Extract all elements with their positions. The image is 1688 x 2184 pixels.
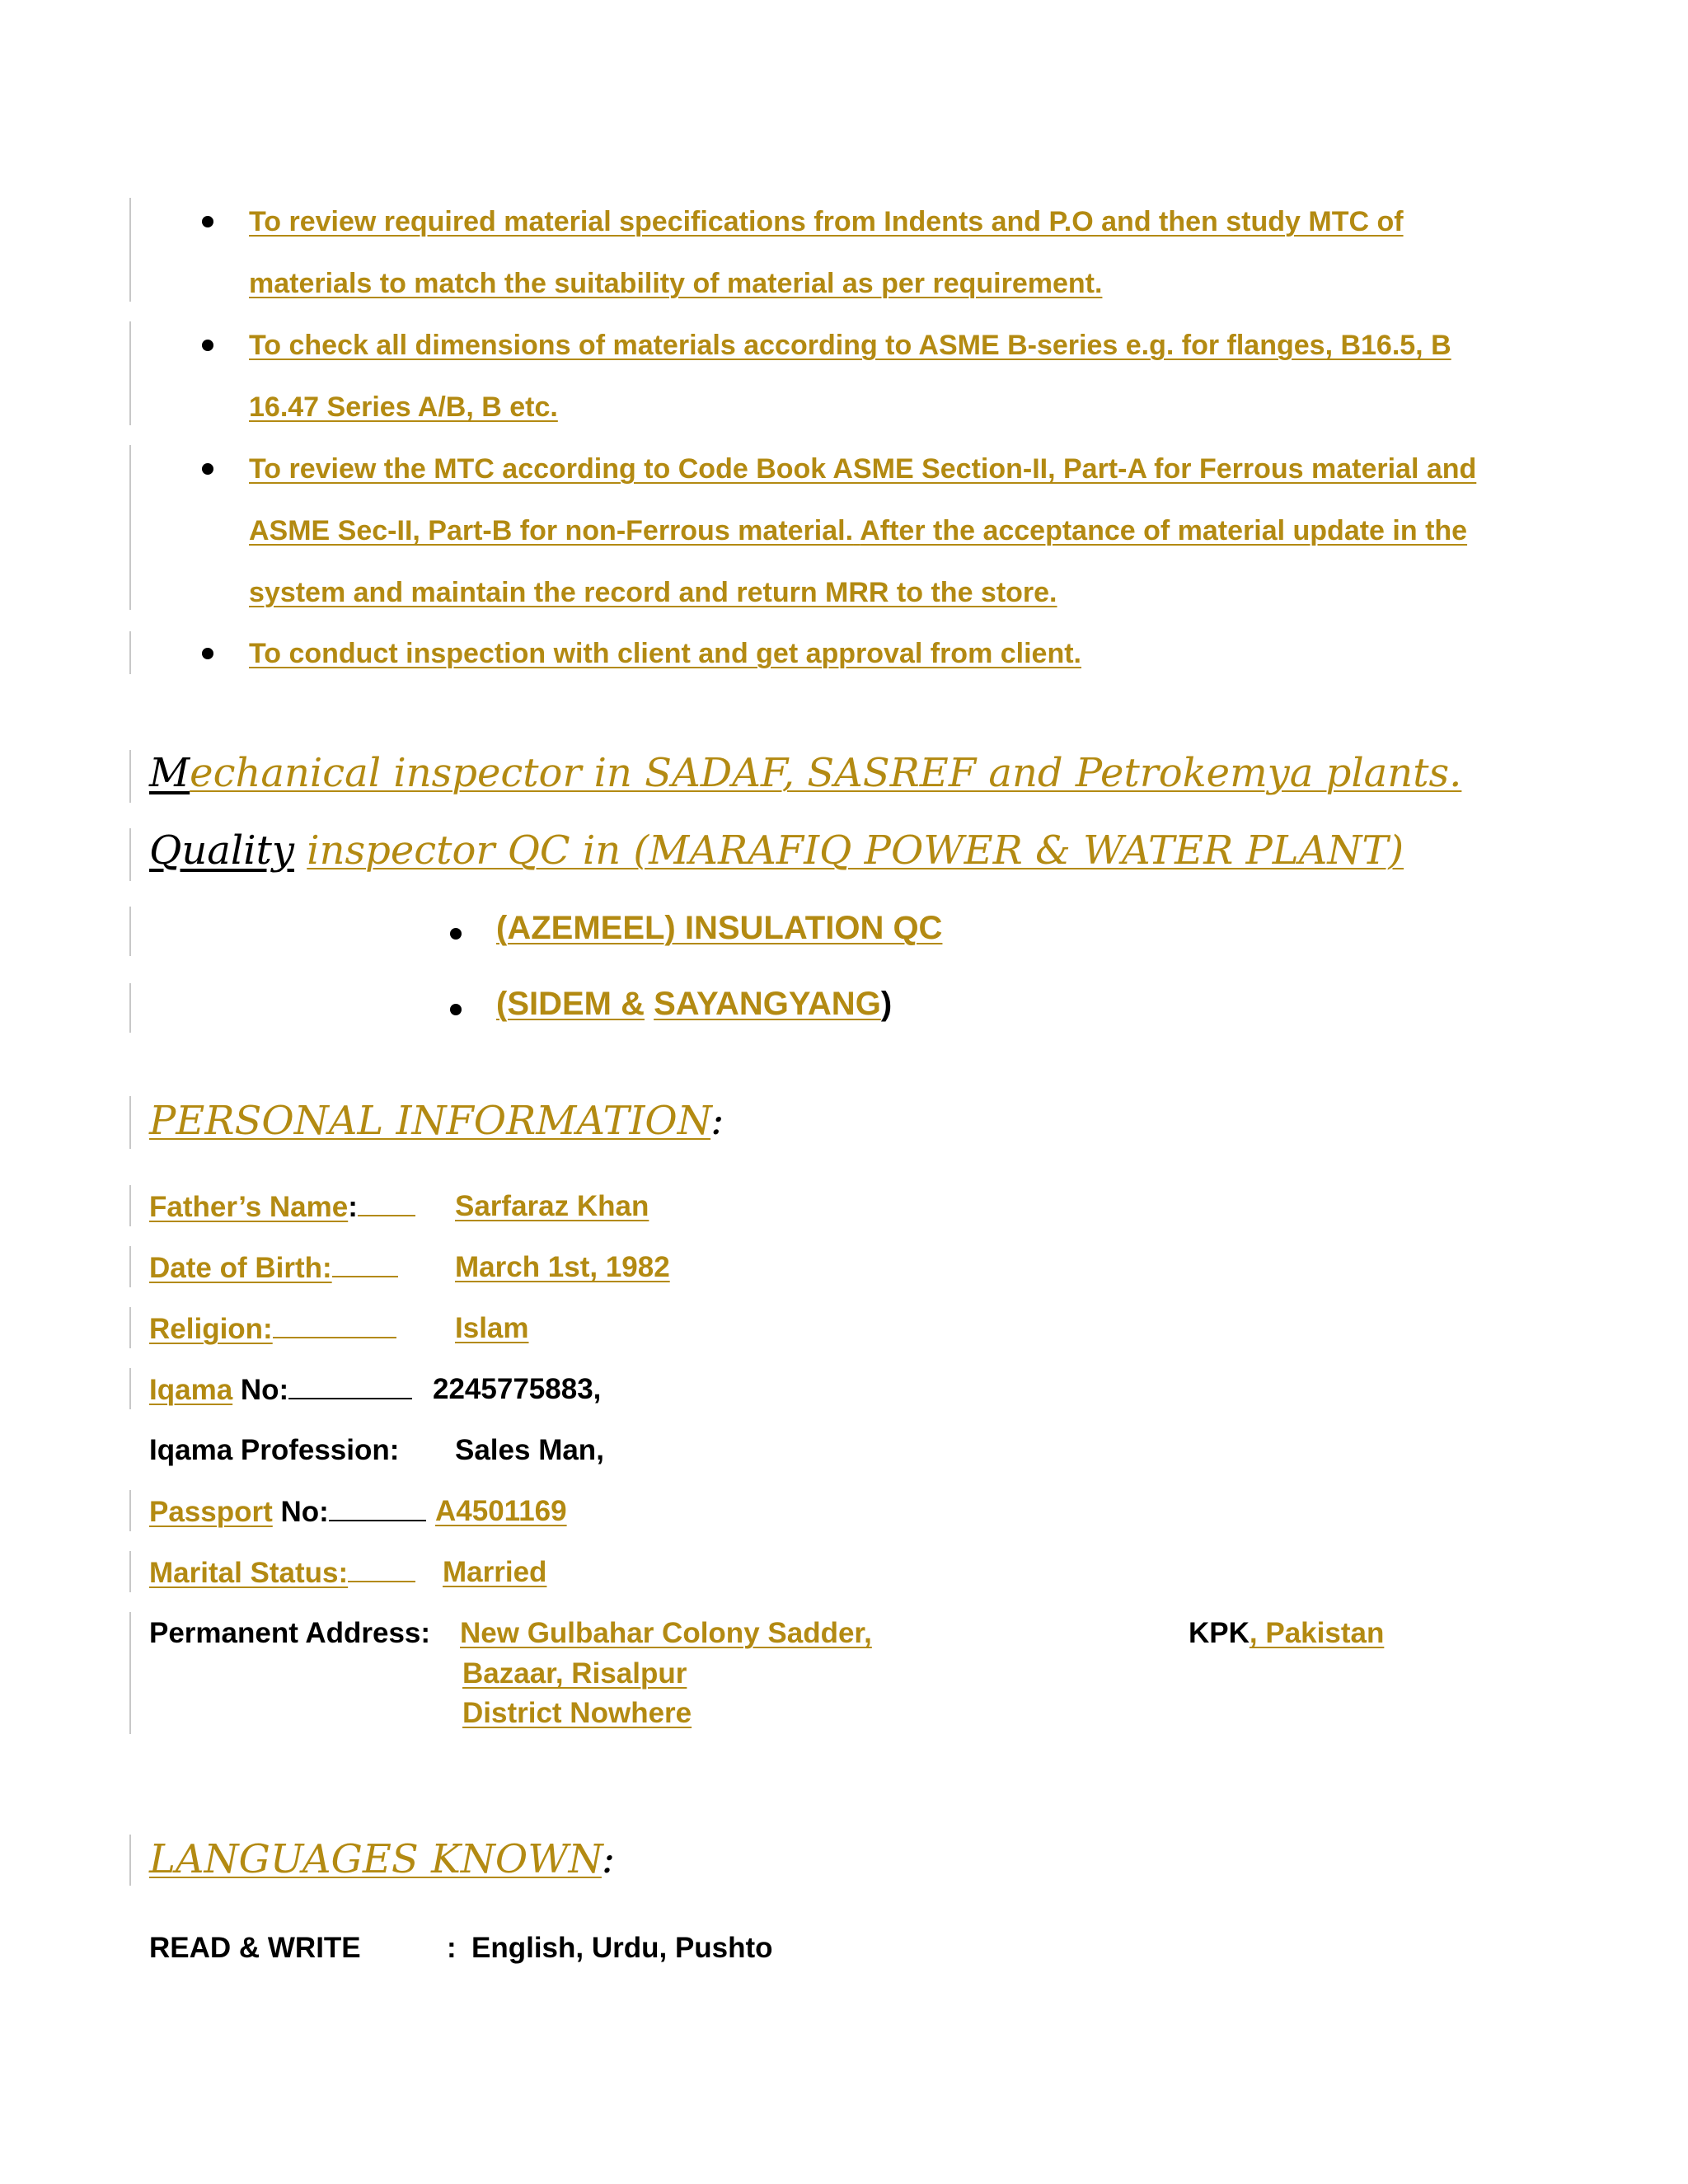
margin-bar [129,1368,131,1409]
address-line-2: Bazaar, Risalpur [462,1657,687,1690]
address-line-3: District Nowhere [462,1697,692,1729]
bullet-icon [202,216,213,227]
sub-role-azemeel: (AZEMEEL) INSULATION QC [496,910,943,946]
margin-bar [129,1185,131,1226]
iqama-label: Iqama No: [149,1373,412,1407]
marital-status-value: Married [443,1556,547,1588]
languages-value: English, Urdu, Pushto [471,1932,773,1964]
passport-label: Passport No: [149,1495,426,1529]
margin-bar [129,445,131,610]
duty-item: To conduct inspection with client and get approval from client. [249,638,1082,669]
bullet-icon [450,1004,462,1015]
margin-bar [129,1246,131,1287]
bullet-icon [202,340,213,351]
margin-bar [129,907,131,956]
margin-bar [129,631,131,674]
margin-bar [129,1835,131,1886]
margin-bar [129,321,131,425]
address-line-1: New Gulbahar Colony Sadder, [460,1617,872,1649]
role-mechanical: Mechanical inspector in SADAF, SASREF and Petrokemya plants. [149,750,1462,796]
margin-bar [129,750,131,803]
iqama-value: 2245775883, [433,1373,602,1405]
address-region: KPK, Pakistan [1189,1617,1385,1649]
religion-value: Islam [455,1312,529,1344]
religion-label: Religion: [149,1312,396,1346]
bullet-icon [202,648,213,659]
margin-bar [129,1490,131,1531]
address-label: Permanent Address: [149,1617,431,1649]
margin-bar [129,1551,131,1592]
passport-value: A4501169 [435,1495,567,1527]
fathers-name-value: Sarfaraz Khan [455,1190,649,1222]
margin-bar [129,983,131,1033]
role-quality: Quality inspector QC in (MARAFIQ POWER & WATER PLANT) [149,827,1404,874]
fathers-name-label: Father’s Name: [149,1190,415,1224]
margin-bar [129,1096,131,1149]
marital-status-label: Marital Status: [149,1556,415,1590]
margin-bar [129,1612,131,1734]
bullet-icon [202,463,213,475]
dob-label: Date of Birth: [149,1251,398,1285]
sub-role-sidem: (SIDEM & SAYANGYANG) [496,986,893,1022]
personal-info-heading: PERSONAL INFORMATION: [149,1098,724,1144]
duty-item: To review the MTC according to Code Book ASME Section-II, Part-A for Ferrous material and ASME Sec-II, Part-B for non-Ferrous material. After the acceptance of material update in the system and maintain the record and return MRR to the store. [249,453,1477,608]
iqama-profession-value: Sales Man, [455,1434,604,1466]
languages-label: READ & WRITE [149,1932,361,1964]
duty-item: To review required material specifications from Indents and P.O and then study MTC of materials to match the suitability of material as per requirement. [249,206,1404,299]
dob-value: March 1st, 1982 [455,1251,670,1283]
margin-bar [129,1307,131,1348]
iqama-profession-label: Iqama Profession: [149,1434,400,1466]
margin-bar [129,828,131,881]
duty-item: To check all dimensions of materials according to ASME B-series e.g. for flanges, B16.5, B 16.47 Series A/B, B etc. [249,330,1451,423]
margin-bar [129,198,131,302]
bullet-icon [450,928,462,940]
languages-separator: : [447,1932,457,1964]
languages-heading: LANGUAGES KNOWN: [149,1836,616,1882]
